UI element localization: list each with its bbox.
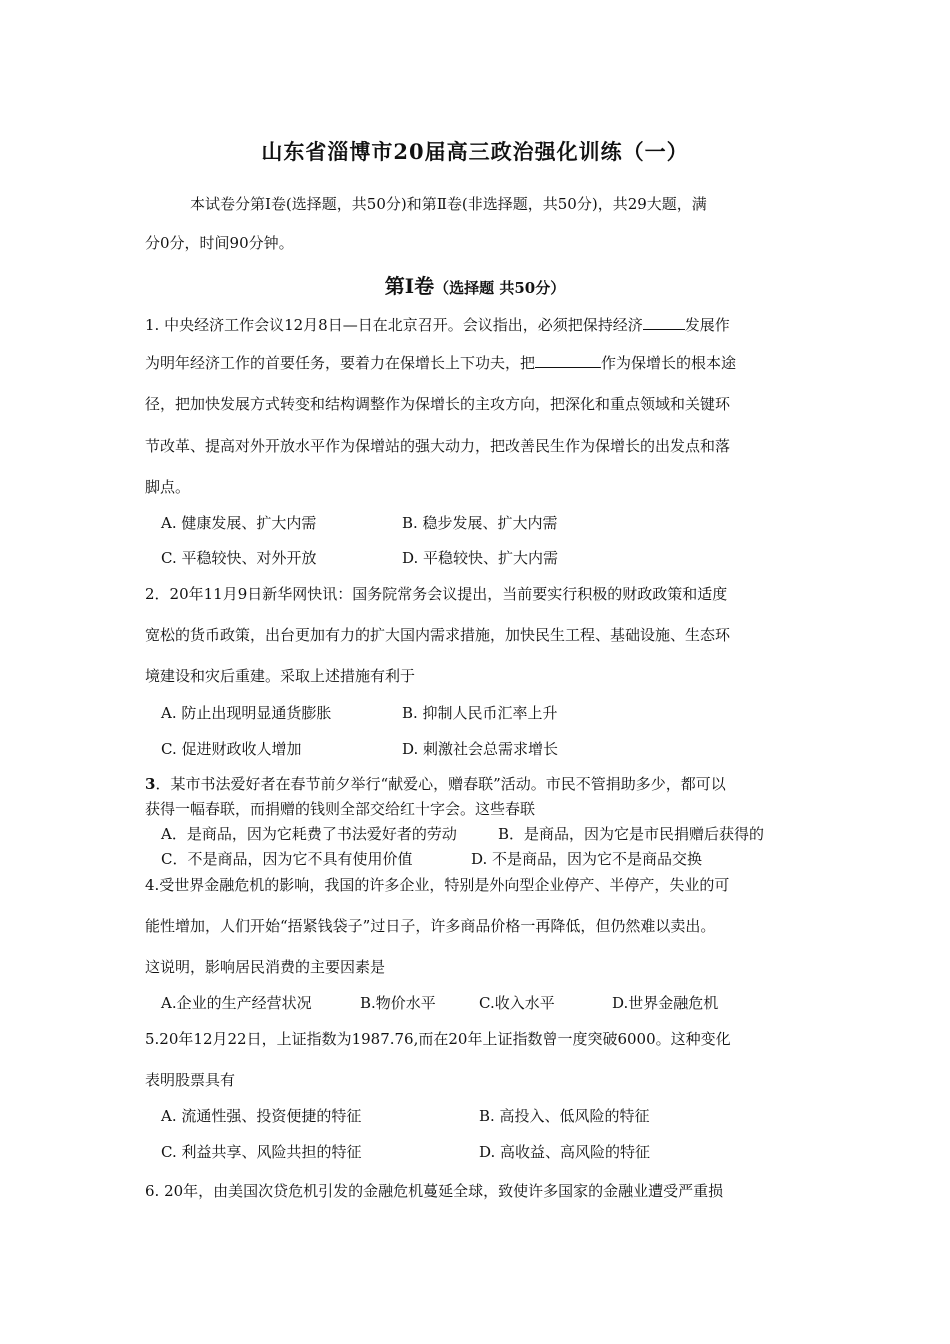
q3-text-1: ．某市书法爱好者在春节前夕举行“献爱心，赠春联”活动。市民不管捐助多少，都可以 <box>155 775 726 793</box>
section-heading <box>0 270 950 299</box>
q2-option-c: C. 促进财政收人增加 <box>161 740 302 758</box>
q1-text-2a: 为明年经济工作的首要任务，要着力在保增长上下功夫，把 <box>145 354 536 372</box>
q2-line-3: 境建设和灾后重建。采取上述措施有利于 <box>145 667 416 685</box>
q4-option-c: C.收入水平 <box>479 994 555 1012</box>
q1-line-3: 径，把加快发展方式转变和结构调整作为保增长的主攻方向，把深化和重点领域和关键环 <box>145 395 731 413</box>
section-subtitle: （选择题 共50分） <box>434 279 566 297</box>
q5-option-b: B. 高投入、低风险的特征 <box>479 1107 650 1125</box>
q4-option-a: A.企业的生产经营状况 <box>161 994 312 1012</box>
q1-option-b: B. 稳步发展、扩大内需 <box>402 514 558 532</box>
q1-line-2 <box>145 352 810 373</box>
q1-text-2b: 作为保增长的根本途 <box>601 354 737 372</box>
q1-line-1 <box>145 314 810 335</box>
q1-option-d: D. 平稳较快、扩大内需 <box>402 549 559 567</box>
q2-line-2: 宽松的货币政策，出台更加有力的扩大国内需求措施，加快民生工程、基础设施、生态环 <box>145 626 731 644</box>
section-title: 第Ⅰ卷 <box>384 274 435 298</box>
q2-line-1: 2．20年11月9日新华网快讯：国务院常务会议提出，当前要实行积极的财政政策和适度 <box>145 585 728 603</box>
q2-option-d: D. 刺激社会总需求增长 <box>402 740 559 758</box>
q3-option-c: C．不是商品，因为它不具有使用价值 <box>161 850 413 868</box>
q1-blank-1 <box>643 314 685 330</box>
q1-line-5: 脚点。 <box>145 478 191 496</box>
q1-line-4: 节改革、提高对外开放水平作为保增站的强大动力，把改善民生作为保增长的出发点和落 <box>145 437 731 455</box>
q2-option-b: B. 抑制人民币汇率上升 <box>402 704 558 722</box>
q5-option-a: A. 流通性强、投资便捷的特征 <box>161 1107 362 1125</box>
q4-option-d: D.世界金融危机 <box>612 994 719 1012</box>
q3-line-2: 获得一幅春联，而捐赠的钱则全部交给红十字会。这些春联 <box>145 800 536 818</box>
intro-line-1: 本试卷分第Ⅰ卷(选择题，共50分)和第Ⅱ卷(非选择题，共50分)，共29大题，满 <box>190 195 707 213</box>
q3-option-d: D. 不是商品，因为它不是商品交换 <box>471 850 703 868</box>
q1-text-1b: 发展作 <box>684 316 730 334</box>
q1-option-a: A. 健康发展、扩大内需 <box>161 514 317 532</box>
q2-option-a: A. 防止出现明显通货膨胀 <box>161 704 332 722</box>
q5-option-c: C. 利益共享、风险共担的特征 <box>161 1143 362 1161</box>
q3-option-b: B．是商品，因为它是市民捐赠后获得的 <box>498 825 765 843</box>
intro-line-2: 分0分，时间90分钟。 <box>145 234 294 252</box>
document-title: 山东省淄博市20届高三政治强化训练（一） <box>261 139 689 164</box>
q4-line-1: 4.受世界金融危机的影响，我国的许多企业，特别是外向型企业停产、半停产，失业的可 <box>145 876 730 894</box>
q1-text-1a: 1. 中央经济工作会议12月8日—日在北京召开。会议指出，必须把保持经济 <box>145 316 643 334</box>
q3-line-1 <box>145 774 810 794</box>
q4-line-2: 能性增加，人们开始“捂紧钱袋子”过日子，许多商品价格一再降低，但仍然难以卖出。 <box>145 917 716 935</box>
q5-option-d: D. 高收益、高风险的特征 <box>479 1143 651 1161</box>
q3-number: 3 <box>145 775 156 793</box>
q6-line-1: 6. 20年，由美国次贷危机引发的金融危机蔓延全球，致使许多国家的金融业遭受严重损 <box>145 1182 724 1200</box>
q1-option-c: C. 平稳较快、对外开放 <box>161 549 317 567</box>
q4-line-3: 这说明，影响居民消费的主要因素是 <box>145 958 386 976</box>
q3-option-a: A．是商品，因为它耗费了书法爱好者的劳动 <box>161 825 457 843</box>
q4-option-b: B.物价水平 <box>360 994 436 1012</box>
q1-blank-2 <box>535 352 601 368</box>
q5-line-1: 5.20年12月22日，上证指数为1987.76,而在20年上证指数曾一度突破6000。这种变化 <box>145 1030 731 1048</box>
q5-line-2: 表明股票具有 <box>145 1071 236 1089</box>
